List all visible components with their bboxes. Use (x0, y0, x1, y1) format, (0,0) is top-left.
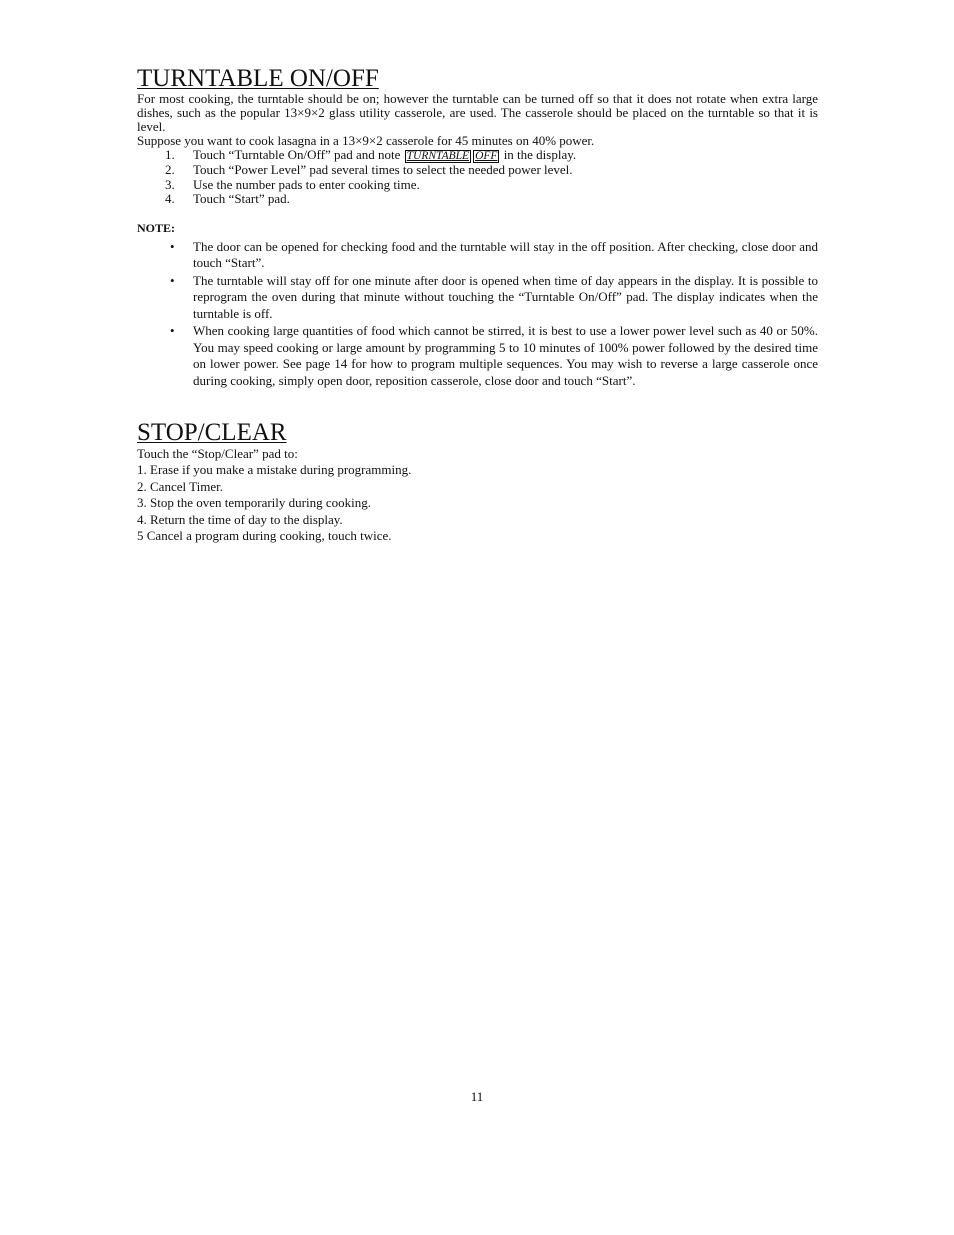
stop-clear-intro: Touch the “Stop/Clear” pad to: (137, 446, 298, 461)
bullet-icon: • (170, 238, 175, 254)
note-label: NOTE: (137, 220, 176, 235)
step-text-after: in the display. (503, 147, 577, 162)
step-number: 4. (165, 191, 175, 206)
step-item (137, 178, 818, 193)
stop-clear-heading: STOP/CLEAR (137, 419, 287, 446)
stop-clear-list (137, 462, 818, 545)
step-item (137, 148, 818, 163)
note-text: The door can be opened for checking food and the turntable will stay in the off position. After checking, close door and touch “Start”. (193, 238, 818, 270)
manual-page (137, 66, 818, 545)
turntable-example: Suppose you want to cook lasagna in a 13×9×2 casserole for 45 minutes on 40% power. (137, 133, 595, 148)
step-text: Touch “Start” pad. (193, 191, 290, 206)
step-item (137, 192, 818, 207)
section-spacer (137, 390, 818, 420)
page-number: 11 (470, 1089, 484, 1104)
display-indicator-off: OFF (475, 150, 498, 162)
step-number: 3. (165, 176, 175, 192)
note-list (137, 239, 818, 390)
step-text: Touch “Power Level” pad several times to select the needed power level. (193, 162, 573, 177)
list-item: 4. Return the time of day to the display. (137, 511, 343, 527)
list-item: 2. Cancel Timer. (137, 478, 223, 494)
bullet-icon: • (170, 272, 175, 288)
turntable-steps (137, 148, 818, 207)
note-item (137, 273, 818, 323)
list-item: 5 Cancel a program during cooking, touch twice. (137, 528, 392, 543)
step-number: 2. (165, 162, 175, 177)
turntable-intro: For most cooking, the turntable should be on; however the turntable can be turned off so that it does not rotate when extra large dishes, such as the popular 13×9×2 glass utility casserole, are used. The casserole should be placed on the turntable so that it is level. (137, 91, 818, 134)
note-item (137, 239, 818, 272)
note-text: When cooking large quantities of food which cannot be stirred, it is best to use a lower power level such as 40 or 50%. You may speed cooking or large amount by programming 5 to 10 minutes of 100% power followed by the desired time on lower power. See page 14 for how to program multiple sequences. You may wish to reverse a large casserole once during cooking, simply open door, reposition casserole, close door and touch “Start”. (193, 323, 818, 388)
turntable-heading: TURNTABLE ON/OFF (137, 65, 379, 92)
step-number: 1. (165, 147, 175, 162)
list-item: 1. Erase if you make a mistake during programming. (137, 462, 412, 477)
bullet-icon: • (170, 323, 175, 338)
note-item (137, 323, 818, 389)
step-item (137, 163, 818, 178)
step-text-before: Touch “Turntable On/Off” pad and note (193, 147, 401, 162)
note-text: The turntable will stay off for one minute after door is opened when time of day appears in the display. It is possible to reprogram the oven during that minute without touching the “Turntable On/Off” pad. The display indicates when the turntable is off. (193, 272, 818, 321)
display-indicator-turntable: TURNTABLE (406, 150, 470, 162)
list-item: 3. Stop the oven temporarily during cooking. (137, 495, 371, 510)
step-text: Use the number pads to enter cooking time. (193, 176, 420, 192)
